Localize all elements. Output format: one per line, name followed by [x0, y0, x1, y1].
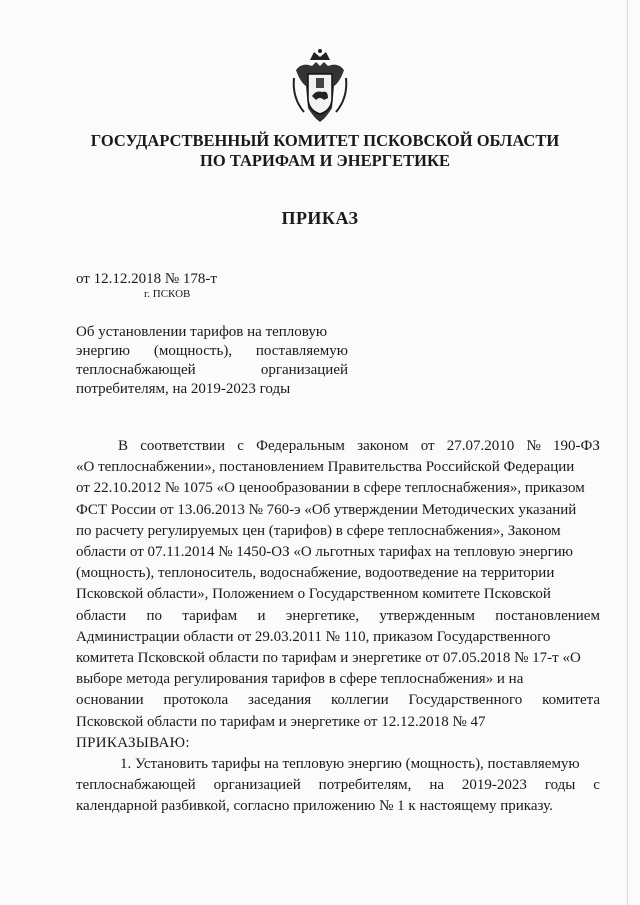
word: энергию — [76, 343, 131, 359]
word: утвержденным — [379, 607, 475, 624]
text-line: Псковской области по тарифам и энергетике от 12.12.2018 № 47 — [76, 713, 486, 730]
word: по — [146, 607, 163, 624]
word: № — [526, 438, 541, 454]
document-title: ПРИКАЗ — [281, 208, 359, 228]
word: 27.07.2010 — [446, 438, 515, 454]
text-line: комитета Псковской области по тарифам и энергетике от 07.05.2018 № 17-т «О — [76, 650, 581, 667]
text-line — [76, 690, 600, 711]
text-line: ФСТ России от 13.06.2013 № 760-э «Об утверждении Методических указаний — [76, 501, 577, 518]
word: В — [118, 438, 129, 454]
org-line-1: ГОСУДАРСТВЕННЫЙ КОМИТЕТ ПСКОВСКОЙ ОБЛАСТИ — [90, 131, 560, 150]
text-line: Администрации области от 29.03.2011 № 110, приказом Государственного — [76, 628, 551, 645]
word: соответствии — [140, 438, 225, 454]
word: законом — [357, 438, 409, 454]
document-subject — [76, 323, 348, 399]
word: потребителям, — [318, 777, 412, 794]
word: поставляемую — [255, 343, 348, 359]
word: основании — [76, 692, 144, 709]
text-line: 1. Установить тарифы на тепловую энергию (мощность), поставляемую — [120, 756, 580, 773]
word: с — [237, 438, 244, 454]
word: и — [257, 607, 266, 624]
word: области — [76, 607, 127, 624]
text-line — [76, 775, 600, 796]
text-line: Псковской области», Положением о Государственном комитете Псковской — [76, 586, 551, 603]
text-line: области от 07.11.2014 № 1450-ОЗ «О льготных тарифах на тепловую энергию — [76, 544, 573, 561]
org-line-2: ПО ТАРИФАМ И ЭНЕРГЕТИКЕ — [200, 151, 450, 170]
word: протокола — [163, 692, 229, 709]
word: коллегии — [331, 692, 389, 709]
word: энергетике, — [285, 607, 360, 624]
word: теплоснабжающей — [76, 362, 196, 378]
preamble — [76, 436, 600, 733]
word: 190-ФЗ — [553, 438, 600, 454]
word: от — [420, 438, 435, 454]
word: тарифам — [182, 607, 238, 624]
word: организацией — [213, 777, 301, 794]
organization-name — [60, 131, 590, 171]
word: Федеральным — [256, 438, 345, 454]
word: на — [429, 777, 444, 794]
document-body — [76, 436, 600, 818]
word: комитета — [542, 692, 600, 709]
date-number: от 12.12.2018 № 178-т — [76, 271, 217, 287]
text-line: от 22.10.2012 № 1075 «О ценообразовании в сфере теплоснабжения», приказом — [76, 480, 585, 497]
page-edge-shadow — [627, 0, 628, 905]
text-line — [76, 606, 600, 627]
text-line — [76, 342, 348, 361]
pskov-coat-of-arms-icon — [288, 48, 352, 128]
word: теплоснабжающей — [76, 777, 196, 794]
word: годы — [544, 777, 576, 794]
word: заседания — [248, 692, 312, 709]
text-line: выборе метода регулирования тарифов в сфере теплоснабжения» и на — [76, 671, 524, 688]
text-line: Об установлении тарифов на тепловую — [76, 324, 328, 340]
word: организацией — [260, 362, 348, 378]
word: постановлением — [495, 607, 600, 624]
word: Государственного — [408, 692, 523, 709]
text-line — [76, 361, 348, 380]
word: с — [593, 777, 600, 794]
text-line: «О теплоснабжении», постановлением Правительства Российской Федерации — [76, 459, 575, 476]
order-word: ПРИКАЗЫВАЮ: — [76, 734, 190, 751]
text-line: (мощность), теплоноситель, водоснабжение, водоотведение на территории — [76, 565, 555, 582]
text-line: потребителям, на 2019-2023 годы — [76, 381, 291, 397]
text-line: календарной разбивкой, согласно приложению № 1 к настоящему приказу. — [76, 798, 553, 815]
order-item-1 — [76, 754, 600, 818]
text-line: по расчету регулируемых цен (тарифов) в сфере теплоснабжения», Законом — [76, 522, 561, 539]
word: 2019-2023 — [461, 777, 527, 794]
city: г. ПСКОВ — [144, 288, 191, 300]
text-line — [76, 436, 600, 457]
word: (мощность), — [153, 343, 233, 359]
